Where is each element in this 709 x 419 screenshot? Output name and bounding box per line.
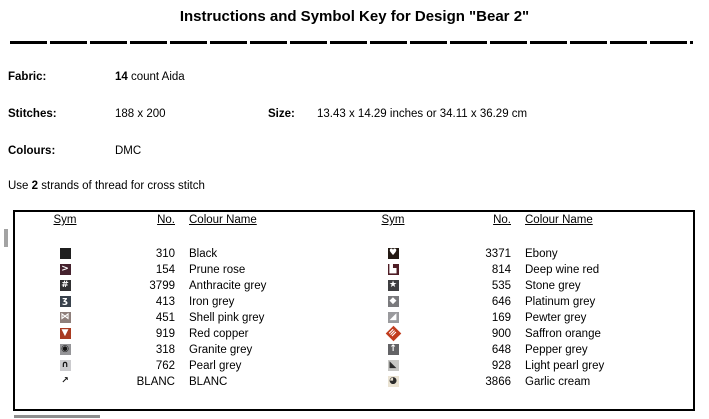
colour-name: Prune rose <box>189 264 246 276</box>
table-row <box>375 326 604 342</box>
scrollbar-fragment-left <box>4 229 8 247</box>
colours-label: Colours: <box>8 145 56 157</box>
diamond-icon: ◆ <box>388 296 399 307</box>
table-row <box>47 374 266 390</box>
greater-than-icon: > <box>61 264 69 275</box>
dark-lower-triangle-icon: ◣ <box>388 360 399 371</box>
fisheye-circle-icon: ◉ <box>61 344 69 355</box>
thread-number: 3866 <box>485 376 511 388</box>
table-row <box>47 278 266 294</box>
page-title: Instructions and Symbol Key for Design "Bear 2" <box>179 8 530 25</box>
colours-value: DMC <box>115 145 142 157</box>
table-row <box>47 262 266 278</box>
thread-number: 169 <box>491 312 511 324</box>
colour-name: Light pearl grey <box>525 360 605 372</box>
colour-name: BLANC <box>189 376 228 388</box>
column-header-no: No. <box>493 214 511 226</box>
thread-number: 451 <box>155 312 175 324</box>
colour-name: Granite grey <box>189 344 253 356</box>
table-row <box>375 374 604 390</box>
size-label: Size: <box>268 108 295 120</box>
thread-number: 646 <box>491 296 511 308</box>
column-header-colour-name: Colour Name <box>189 214 257 226</box>
scrollbar-fragment-bottom <box>14 415 100 418</box>
column-header-colour-name: Colour Name <box>525 214 593 226</box>
down-triangle-icon: ▼ <box>60 328 71 339</box>
colour-name: Platinum grey <box>525 296 596 308</box>
solid-square-icon <box>60 248 71 259</box>
thread-number: 762 <box>155 360 175 372</box>
colour-name: Deep wine red <box>525 264 600 276</box>
table-row <box>47 358 266 374</box>
thread-number: 154 <box>155 264 175 276</box>
colour-name: Garlic cream <box>525 376 591 388</box>
thread-number: 900 <box>491 328 511 340</box>
key-table-left <box>47 214 266 390</box>
stitches-label: Stitches: <box>8 108 57 120</box>
thread-number: 318 <box>155 344 175 356</box>
heart-icon: ♥ <box>388 248 398 259</box>
thread-number: BLANC <box>136 376 175 388</box>
l-block-icon: ▙ <box>388 264 399 275</box>
dashed-separator <box>10 41 693 44</box>
table-row <box>47 246 266 262</box>
thread-number: 648 <box>491 344 511 356</box>
thread-number: 310 <box>155 248 175 260</box>
arch-cap-icon: ∩ <box>61 360 69 371</box>
table-row <box>47 326 266 342</box>
thread-number: 3371 <box>485 248 511 260</box>
colour-name: Ebony <box>525 248 558 260</box>
thread-number: 919 <box>155 328 175 340</box>
key-table-right <box>375 214 604 390</box>
star-icon: ★ <box>388 280 398 291</box>
fabric-value: 14 count Aida <box>115 71 185 83</box>
thread-number: 814 <box>491 264 511 276</box>
column-header-no: No. <box>157 214 175 226</box>
table-row <box>47 342 266 358</box>
fabric-label: Fabric: <box>8 71 47 83</box>
table-row <box>375 342 604 358</box>
thread-number: 3799 <box>149 280 175 292</box>
column-header-sym: Sym <box>53 214 77 226</box>
table-row <box>47 310 266 326</box>
thread-number: 535 <box>491 280 511 292</box>
table-row <box>375 294 604 310</box>
strands-note: Use 2 strands of thread for cross stitch <box>8 180 205 192</box>
squiggle-icon: ʒ <box>60 296 71 307</box>
bowtie-icon: ⋈ <box>60 312 70 323</box>
table-row <box>375 246 604 262</box>
table-row <box>375 262 604 278</box>
colour-name: Saffron orange <box>525 328 601 340</box>
ne-arrow-icon: ↗ <box>61 376 69 387</box>
pie-circle-icon: ◕ <box>389 376 397 387</box>
colour-name: Pewter grey <box>525 312 587 324</box>
thread-number: 413 <box>155 296 175 308</box>
thread-number: 928 <box>491 360 511 372</box>
column-header-sym: Sym <box>381 214 405 226</box>
colour-name: Shell pink grey <box>189 312 265 324</box>
size-value: 13.43 x 14.29 inches or 34.11 x 36.29 cm <box>317 108 528 120</box>
colour-name: Anthracite grey <box>189 280 267 292</box>
colour-name: Red copper <box>189 328 249 340</box>
stitches-value: 188 x 200 <box>115 108 166 120</box>
diagonal-hatch-icon: ≡ <box>386 327 399 340</box>
colour-name: Pepper grey <box>525 344 588 356</box>
up-arrow-icon: ↑ <box>389 344 397 355</box>
lower-triangle-icon: ◢ <box>388 312 399 323</box>
colour-name: Stone grey <box>525 280 581 292</box>
colour-name: Pearl grey <box>189 360 242 372</box>
hash-icon: # <box>61 280 69 291</box>
colour-name: Black <box>189 248 218 260</box>
table-row <box>375 310 604 326</box>
table-row <box>47 294 266 310</box>
table-row <box>375 278 604 294</box>
symbol-key-table <box>13 210 695 411</box>
table-row <box>375 358 604 374</box>
colour-name: Iron grey <box>189 296 235 308</box>
